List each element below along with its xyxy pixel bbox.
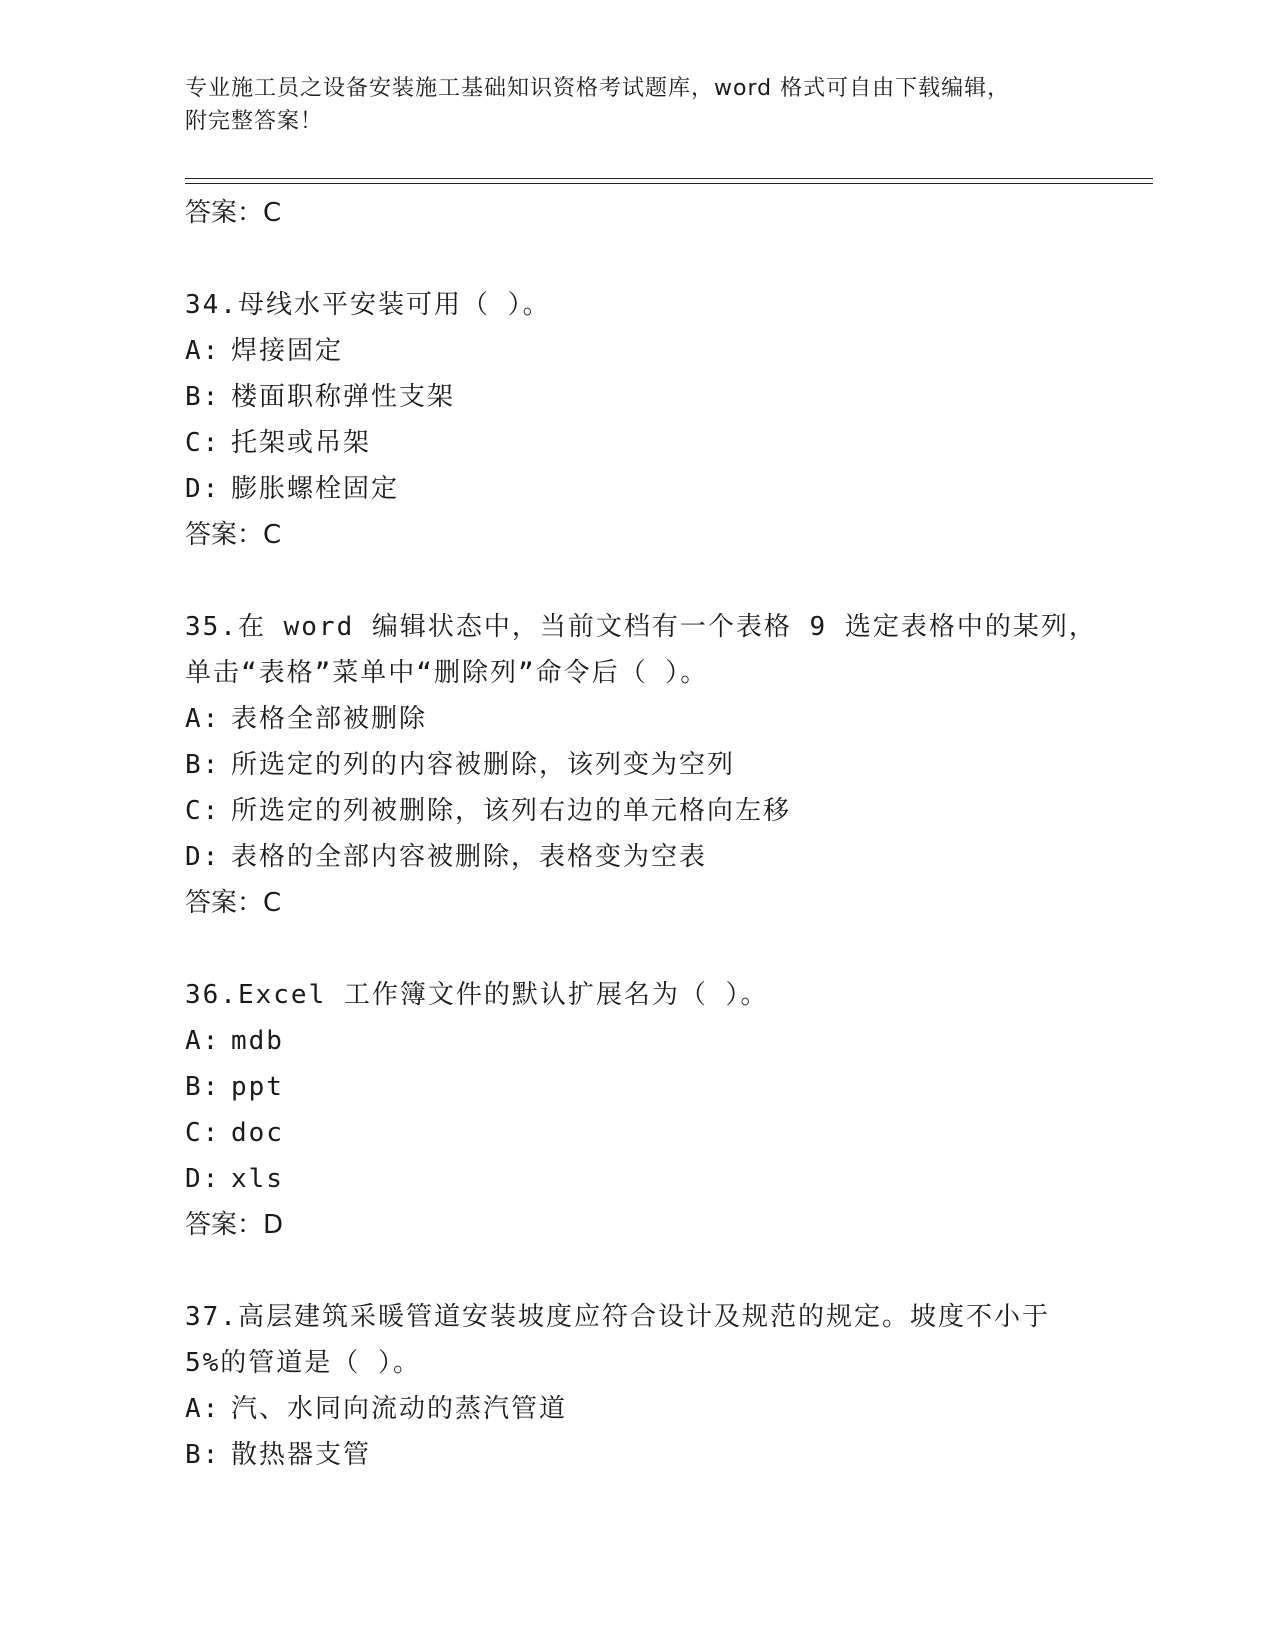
option-text: 所选定的列的内容被删除，该列变为空列 [231, 750, 736, 780]
option-key: B: [185, 1072, 221, 1102]
question-stem [185, 604, 1135, 696]
option-key: B: [185, 750, 221, 780]
option-key: B: [185, 1440, 221, 1470]
answer-line: 答案：C [185, 888, 282, 918]
option-text: 汽、水同向流动的蒸汽管道 [231, 1394, 568, 1424]
question-stem-line: 34.母线水平安装可用（ ）。 [185, 290, 551, 320]
option-text: xls [231, 1164, 284, 1194]
option-key: A: [185, 336, 221, 366]
document-header [185, 72, 1065, 138]
option-text: 托架或吊架 [231, 428, 372, 458]
header-divider-bottom [185, 183, 1153, 184]
option-row [185, 742, 1135, 788]
answer-line: 答案：C [185, 520, 282, 550]
answer-line: 答案：C [185, 198, 282, 228]
option-text: 焊接固定 [231, 336, 344, 366]
question-stem-line: 36.Excel 工作簿文件的默认扩展名为（ ）。 [185, 980, 769, 1010]
answer-line: 答案：D [185, 1210, 284, 1240]
option-key: C: [185, 1118, 221, 1148]
option-row [185, 1110, 1135, 1156]
question-stem [185, 1294, 1135, 1386]
question-stem-line: 单击“表格”菜单中“删除列”命令后（ ）。 [185, 658, 709, 688]
option-text: 表格的全部内容被删除，表格变为空表 [231, 842, 708, 872]
option-key: D: [185, 842, 221, 872]
option-key: A: [185, 704, 221, 734]
question-stem-line: 35.在 word 编辑状态中，当前文档有一个表格 9 选定表格中的某列， [185, 612, 1097, 642]
question-stem [185, 972, 1135, 1018]
option-row [185, 466, 1135, 512]
option-text: 膨胀螺栓固定 [231, 474, 400, 504]
option-row [185, 1064, 1135, 1110]
question-list [185, 190, 1135, 1478]
option-row [185, 788, 1135, 834]
option-text: 所选定的列被删除，该列右边的单元格向左移 [231, 796, 792, 826]
option-key: A: [185, 1394, 221, 1424]
option-row [185, 1386, 1135, 1432]
option-row [185, 328, 1135, 374]
option-key: A: [185, 1026, 221, 1056]
option-text: mdb [231, 1026, 284, 1056]
option-key: C: [185, 428, 221, 458]
question-stem [185, 282, 1135, 328]
question-block [185, 1294, 1135, 1478]
question-stem-line: 5%的管道是（ ）。 [185, 1348, 421, 1378]
option-key: D: [185, 474, 221, 504]
option-key: C: [185, 796, 221, 826]
question-block [185, 604, 1135, 926]
question-block [185, 282, 1135, 558]
option-row [185, 420, 1135, 466]
header-divider-top [185, 178, 1153, 179]
option-text: doc [231, 1118, 284, 1148]
option-text: 表格全部被删除 [231, 704, 428, 734]
option-text: ppt [231, 1072, 284, 1102]
header-line-1: 专业施工员之设备安装施工基础知识资格考试题库，word 格式可自由下载编辑， [185, 76, 1011, 101]
question-stem-line: 37.高层建筑采暖管道安装坡度应符合设计及规范的规定。坡度不小于 [185, 1302, 1050, 1332]
option-row [185, 1432, 1135, 1478]
option-row [185, 374, 1135, 420]
option-row [185, 834, 1135, 880]
option-text: 楼面职称弹性支架 [231, 382, 456, 412]
option-row [185, 1018, 1135, 1064]
option-key: D: [185, 1164, 221, 1194]
option-row [185, 696, 1135, 742]
header-line-2: 附完整答案！ [185, 109, 324, 134]
option-key: B: [185, 382, 221, 412]
question-block [185, 972, 1135, 1248]
option-text: 散热器支管 [231, 1440, 372, 1470]
option-row [185, 1156, 1135, 1202]
